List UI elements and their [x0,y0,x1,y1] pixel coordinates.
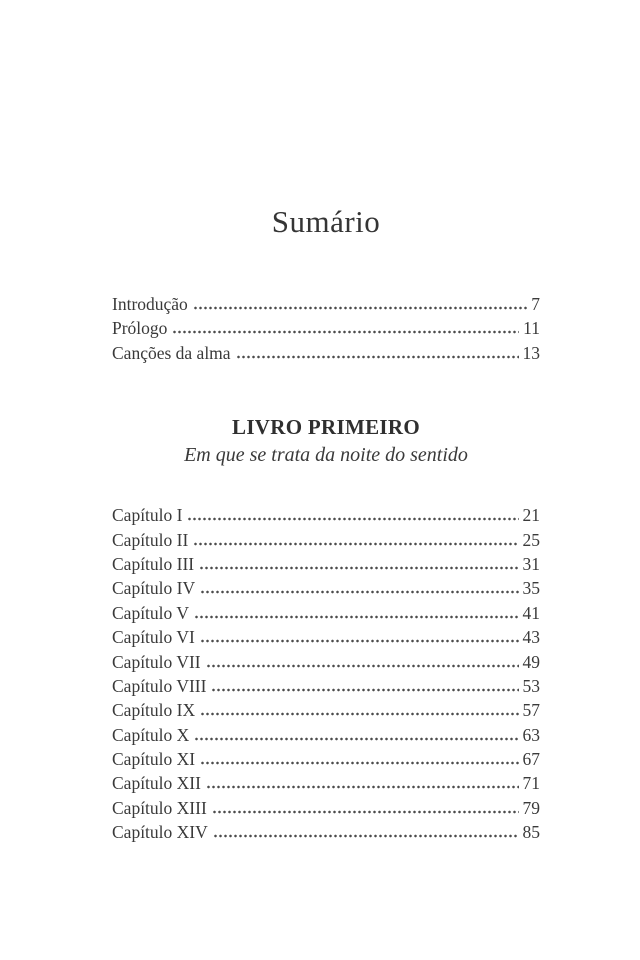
toc-entry-page-number: 7 [531,294,540,314]
toc-entry[interactable] [112,650,540,674]
leader-dots-icon [193,542,518,546]
toc-entry-page-number: 11 [523,318,540,339]
toc-entry-label: Prólogo [112,318,168,339]
toc-entry-label: Capítulo VI [112,627,195,648]
toc-entry-label: Capítulo IX [112,700,196,721]
toc-entry-label: Capítulo VII [112,651,201,672]
toc-entry-label: Capítulo XIII [112,797,207,818]
toc-entry-label: Capítulo IV [112,578,196,599]
toc-entry-label: Capítulo III [112,553,195,574]
toc-entry-page-number: 21 [522,505,540,526]
leader-dots-icon [193,306,527,310]
toc-entry[interactable] [112,747,540,771]
toc-entry-page-number: 43 [522,627,540,648]
page-title: Sumário [271,204,381,239]
toc-entry-label: Capítulo XIV [112,822,208,843]
leader-dots-icon [200,761,518,765]
leader-dots-icon [194,737,518,741]
toc-entry-page-number: 31 [522,553,540,574]
toc-entry[interactable] [112,552,540,576]
toc-entry[interactable] [112,674,540,698]
toc-content [112,0,540,845]
toc-entry[interactable] [112,576,540,600]
toc-entry-label: Capítulo VIII [112,675,207,696]
toc-entry[interactable] [112,698,540,722]
leader-dots-icon [212,810,519,814]
toc-entry-page-number: 49 [522,651,540,672]
toc-entry-label: Capítulo II [112,529,189,550]
toc-entry-label: Introdução [112,294,188,314]
leader-dots-icon [187,517,518,521]
toc-entry-page-number: 35 [522,578,540,599]
leader-dots-icon [200,639,519,643]
toc-entry[interactable] [112,820,540,844]
toc-entry[interactable] [112,316,540,340]
toc-entry[interactable] [112,723,540,747]
toc-entry-label: Capítulo I [112,505,183,526]
toc-entry-page-number: 13 [522,342,540,363]
chapter-list [112,503,540,844]
toc-entry[interactable] [112,796,540,820]
front-matter-list [112,292,540,365]
leader-dots-icon [211,688,518,692]
toc-entry[interactable] [112,771,540,795]
toc-entry-page-number: 71 [522,773,540,794]
leader-dots-icon [194,615,519,619]
section-subtitle: Em que se trata da noite do sentido [184,444,468,467]
toc-entry-page-number: 57 [522,700,540,721]
toc-entry-label: Capítulo V [112,602,189,623]
toc-entry-label: Capítulo XII [112,773,201,794]
toc-entry-page-number: 41 [522,602,540,623]
toc-entry-page-number: 79 [522,797,540,818]
leader-dots-icon [200,712,518,716]
toc-entry[interactable] [112,341,540,365]
toc-entry-page-number: 25 [522,529,540,550]
leader-dots-icon [213,834,519,838]
toc-entry-label: Capítulo XI [112,749,196,770]
leader-dots-icon [236,355,519,359]
leader-dots-icon [206,664,519,668]
toc-entry-label: Canções da alma [112,342,231,363]
leader-dots-icon [206,785,519,789]
toc-entry[interactable] [112,292,540,316]
section-heading: LIVRO PRIMEIRO [232,415,420,440]
toc-entry-page-number: 67 [522,749,540,770]
leader-dots-icon [199,566,518,570]
toc-entry[interactable] [112,503,540,527]
toc-entry-page-number: 85 [522,822,540,843]
leader-dots-icon [172,330,519,334]
toc-entry[interactable] [112,528,540,552]
toc-entry-label: Capítulo X [112,724,190,745]
section-head [112,414,540,468]
toc-entry-page-number: 63 [522,724,540,745]
toc-entry[interactable] [112,625,540,649]
leader-dots-icon [200,590,518,594]
toc-entry-page-number: 53 [522,675,540,696]
toc-entry[interactable] [112,601,540,625]
